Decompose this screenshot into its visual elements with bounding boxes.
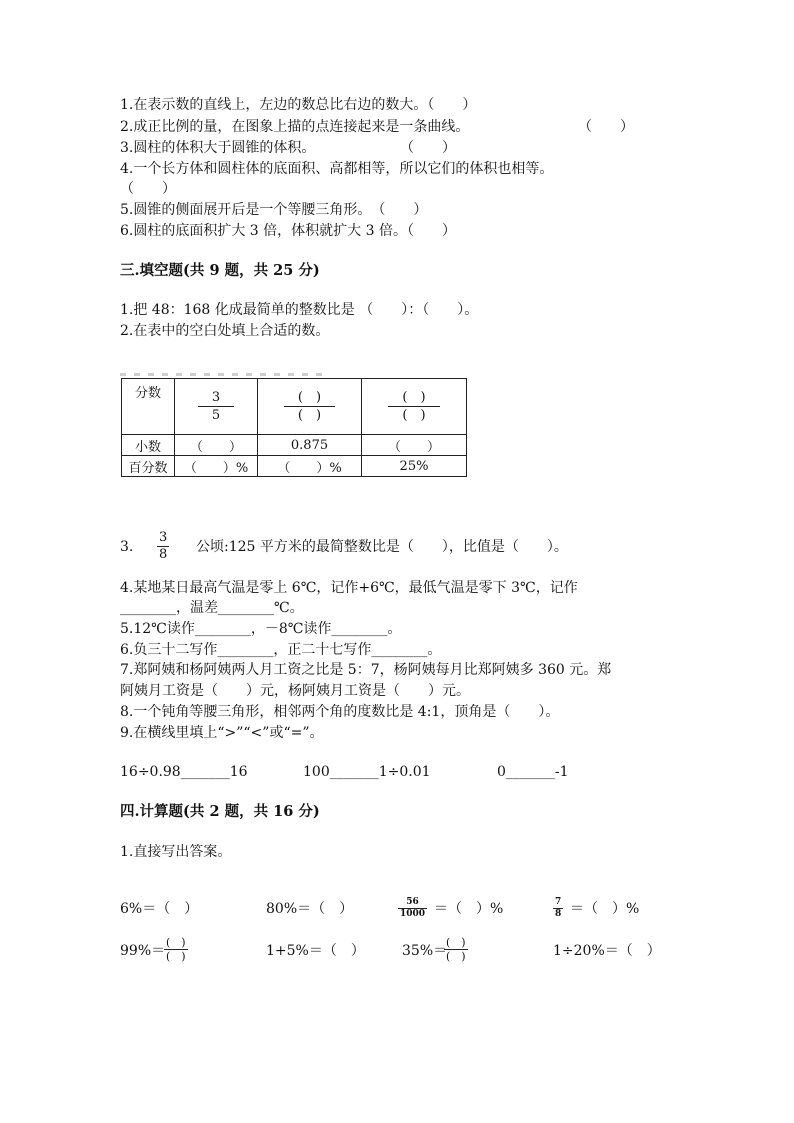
judge-question-3: 3.圆柱的体积大于圆锥的体积。	[120, 140, 316, 156]
calc-fraction-56-1000	[398, 897, 427, 920]
table-row-label-percent: 百分数	[122, 456, 175, 477]
calc-item-6-percent[interactable]: 6%＝（ ）	[120, 901, 199, 917]
fill-question-3-number: 3.	[120, 539, 134, 555]
table-cell-decimal-value: 0.875	[258, 435, 362, 456]
fraction-numerator: 56	[398, 897, 427, 909]
table-cell-fraction-blank-1[interactable]	[258, 379, 362, 435]
table-cell-decimal-blank-1[interactable]: （ ）	[175, 435, 258, 456]
fill-question-5: 5.12℃读作________，－8℃读作________。	[120, 621, 402, 637]
blank-numerator[interactable]: ( )	[446, 936, 466, 949]
calc-item-35-percent: 35%＝	[402, 943, 448, 959]
judge-question-1: 1.在表示数的直线上，左边的数总比右边的数大。（ ）	[120, 97, 477, 113]
calc-item-80-percent[interactable]: 80%＝（ ）	[266, 901, 354, 917]
table-cell-percent-value: 25%	[362, 456, 467, 477]
fill-question-9: 9.在横线里填上“>”“<”或“=”。	[120, 725, 324, 741]
table-cell-fraction-blank-2[interactable]	[362, 379, 467, 435]
calc-item-99-percent: 99%＝	[120, 943, 166, 959]
table-cell-fraction-given	[175, 379, 258, 435]
fill-question-8: 8.一个钝角等腰三角形，相邻两个角的度数比是 4:1，顶角是（ ）。	[120, 704, 560, 720]
calc-item-1-div-20-percent[interactable]: 1÷20%＝（ ）	[553, 943, 661, 959]
table-cell-percent-blank-1[interactable]: （ ）%	[175, 456, 258, 477]
fill-question-2: 2.在表中的空白处填上合适的数。	[120, 323, 330, 339]
judge-question-6: 6.圆柱的底面积扩大 3 倍，体积就扩大 3 倍。（ ）	[120, 223, 456, 239]
fraction-denominator: 8	[159, 547, 168, 562]
fill-question-4-line-1: 4.某地某日最高气温是零上 6℃，记作+6℃，最低气温是零下 3℃，记作	[120, 580, 578, 596]
table-row-label-fraction: 分数	[122, 379, 175, 435]
calc-blank-fraction-35[interactable]	[444, 936, 468, 963]
fraction-denominator: 5	[211, 408, 221, 423]
blank-denominator[interactable]: ( )	[297, 408, 322, 423]
compare-item-1[interactable]: 16÷0.98_______16	[120, 764, 248, 780]
fill-question-1: 1.把 48：168 化成最简单的整数比是 （ ）：（ ）。	[120, 302, 479, 318]
fill-question-7-line-2: 阿姨月工资是（ ）元，杨阿姨月工资是（ ）元。	[120, 683, 470, 699]
blank-denominator[interactable]: ( )	[166, 950, 186, 963]
table-cell-decimal-blank-2[interactable]: （ ）	[362, 435, 467, 456]
judge-answer-paren-4[interactable]: （ ）	[120, 181, 176, 197]
fraction-denominator: 1000	[400, 909, 426, 919]
fraction-table	[121, 378, 467, 477]
fill-question-3-fraction	[157, 530, 169, 563]
section-3-title: 三.填空题(共 9 题，共 25 分)	[120, 262, 320, 279]
blank-numerator[interactable]: ( )	[388, 389, 439, 407]
compare-item-3[interactable]: 0_______-1	[497, 764, 569, 780]
calc-fraction-7-8	[553, 897, 563, 920]
faded-divider	[120, 373, 330, 376]
fraction-numerator: 3	[198, 389, 234, 407]
judge-question-2: 2.成正比例的量，在图象上描的点连接起来是一条曲线。	[120, 119, 470, 135]
table-cell-percent-blank-2[interactable]: （ ）%	[258, 456, 362, 477]
compare-item-2[interactable]: 100_______1÷0.01	[303, 764, 431, 780]
calc-item-1-plus-5-percent[interactable]: 1+5%＝（ ）	[266, 943, 365, 959]
blank-denominator[interactable]: ( )	[446, 950, 466, 963]
judge-question-4: 4.一个长方体和圆柱体的底面积、高都相等，所以它们的体积也相等。	[120, 161, 554, 177]
calc-question-1: 1.直接写出答案。	[120, 844, 232, 860]
blank-numerator[interactable]: ( )	[284, 389, 335, 407]
section-4-title: 四.计算题(共 2 题，共 16 分)	[120, 803, 320, 820]
judge-answer-paren-3[interactable]: （ ）	[400, 140, 456, 156]
blank-numerator[interactable]: ( )	[166, 936, 186, 949]
fill-question-4-line-2: ________，温差________℃。	[120, 600, 304, 616]
table-row-label-decimal: 小数	[122, 435, 175, 456]
blank-denominator[interactable]: ( )	[402, 408, 426, 423]
fraction-denominator: 8	[555, 909, 562, 919]
calc-blank-fraction-99[interactable]	[164, 936, 188, 963]
fill-question-6: 6.负三十二写作________，正二十七写作________。	[120, 642, 442, 658]
calc-item-7-8-answer[interactable]: ＝（ ）%	[570, 901, 640, 917]
calc-item-56-1000-answer[interactable]: ＝（ ）%	[434, 901, 504, 917]
fraction-numerator: 3	[159, 530, 168, 545]
fill-question-3-text: 公顷:125 平方米的最简整数比是（ ），比值是（ ）。	[196, 539, 568, 555]
fraction-numerator: 7	[555, 897, 562, 907]
fill-question-7-line-1: 7.郑阿姨和杨阿姨两人月工资之比是 5：7，杨阿姨每月比郑阿姨多 360 元。郑	[120, 662, 612, 678]
judge-answer-paren-2[interactable]: （ ）	[578, 119, 634, 135]
judge-question-5: 5.圆锥的侧面展开后是一个等腰三角形。 （ ）	[120, 202, 428, 218]
